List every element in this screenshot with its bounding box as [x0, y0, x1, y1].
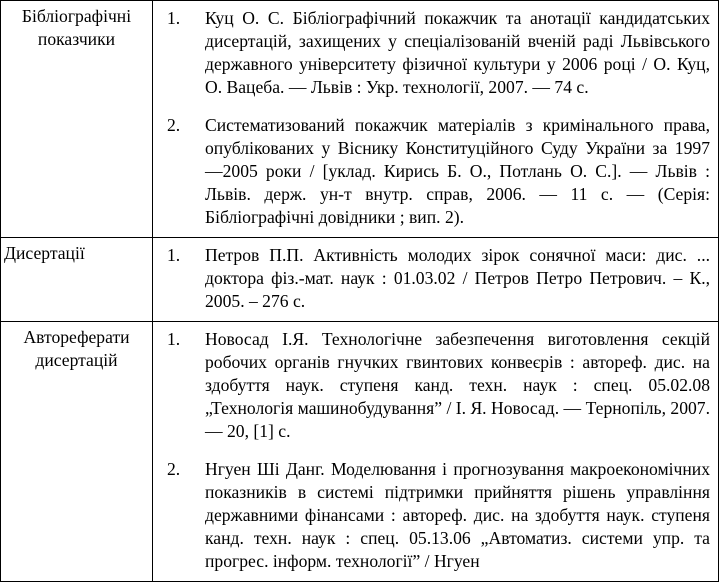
entry-text: Куц О. С. Бібліографічний покажчик та анотації кандидатських дисертацій, захищених у спеціалізованій вченій раді Львівського державного університету фізичної культури у 2006 році / О. Куц, О. Вацеба. — Львів : Укр. технології, 2007. — 74 с.: [205, 8, 710, 97]
category-cell: [1, 238, 153, 322]
list-item: [167, 328, 710, 443]
category-cell: [1, 1, 153, 238]
category-label: Бібліографічні показчики: [21, 6, 132, 49]
entry-number: 2.: [167, 115, 181, 135]
entry-number: 1.: [167, 329, 181, 349]
category-cell: [1, 322, 153, 582]
entry-text: Новосад І.Я. Технологічне забезпечення виготовлення секцій робочих органів гнучких гвинтових конвеєрів : автореф. дис. на здобуття наук. ступеня канд. техн. наук : спец. 05.02.08 „Технологія машинобудування” / І. Я. Новосад. — Тернопіль, 2007. — 20, [1] с.: [205, 329, 710, 441]
entry-number: 1.: [167, 245, 181, 265]
list-item: [167, 244, 710, 313]
list-item: [167, 7, 710, 99]
entries-cell: [153, 1, 719, 238]
entry-text: Петров П.П. Активність молодих зірок сонячної маси: дис. ... доктора фіз.-мат. наук : 01.03.02 / Петров Петро Петрович. – К., 2005. – 276 с.: [205, 245, 710, 311]
table-row-abstracts: [1, 322, 719, 582]
entry-text: Систематизований покажчик матеріалів з кримінального права, опублікованих у Віснику Конституційного Суду України за 1997 —2005 роки / [уклад. Кирись Б. О., Потлань О. С.]. — Львів : Львів. держ. ун-т внутр. справ, 2006. — 11 с. — (Серія: Бібліографічні довідники ; вип. 2).: [205, 115, 710, 227]
entries-cell: [153, 238, 719, 322]
table-row-bibliographic-indexes: [1, 1, 719, 238]
entries-cell: [153, 322, 719, 582]
list-item: [167, 458, 710, 573]
entry-number: 1.: [167, 8, 181, 28]
category-label: Дисертації: [4, 243, 85, 263]
entry-number: 2.: [167, 459, 181, 479]
table-row-dissertations: [1, 238, 719, 322]
entry-text: Нгуен Ші Данг. Моделювання і прогнозування макроекономічних показників в системі підтримки прийняття рішень управління державними фінансами : автореф. дис. на здобуття наук. ступеня канд. техн. наук : спец. 05.13.06 „Автоматиз. системи упр. та прогрес. інформ. технології” / Нгуен: [205, 459, 710, 571]
list-item: [167, 114, 710, 229]
category-label: Автореферати дисертацій: [23, 327, 130, 370]
